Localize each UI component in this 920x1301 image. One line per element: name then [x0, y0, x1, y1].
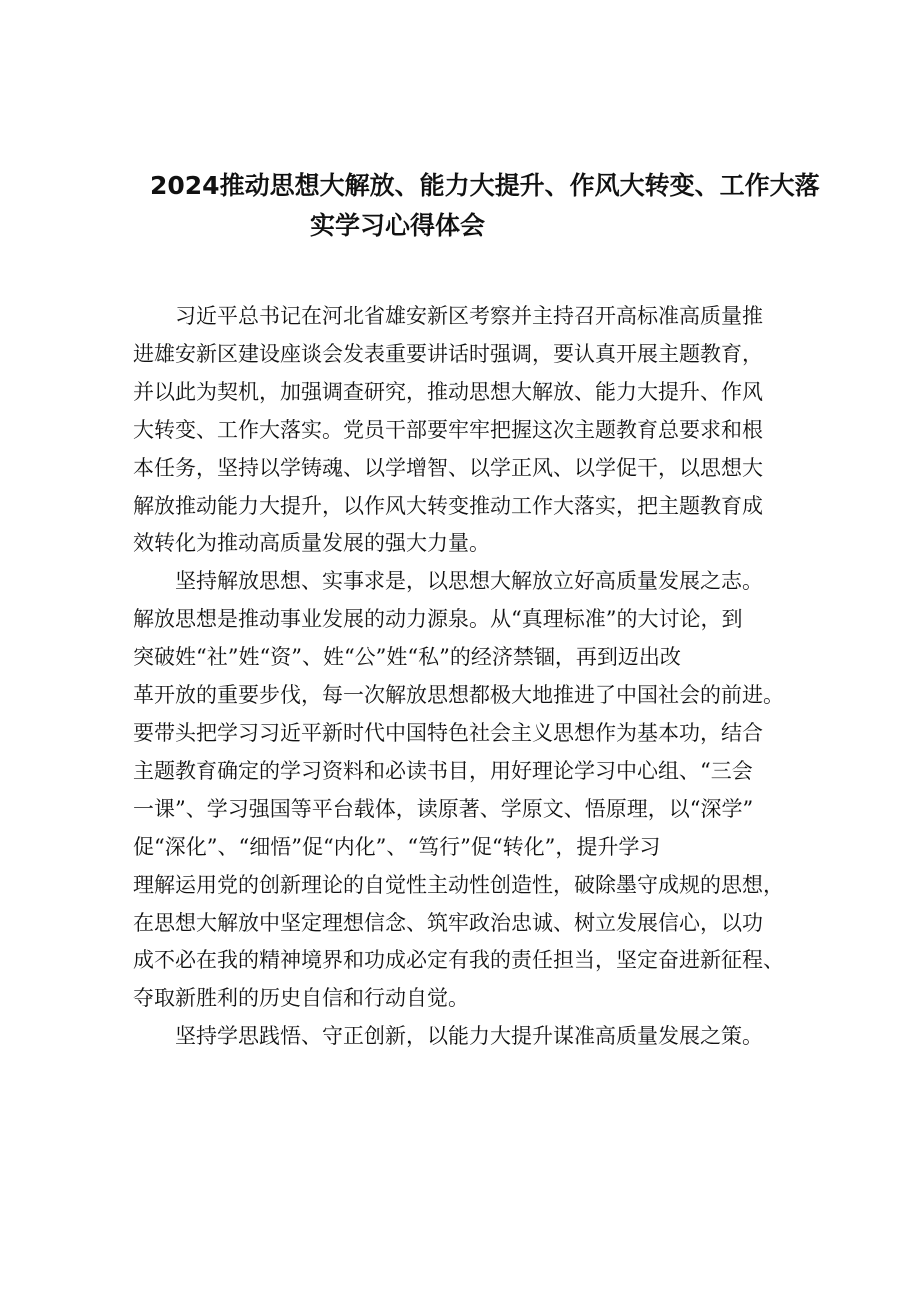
text-line: 本任务，坚持以学铸魂、以学增智、以学正风、以学促干，以思想大: [133, 455, 763, 480]
text-line: 坚持学思践悟、守正创新，以能力大提升谋准高质量发展之策。: [133, 1024, 763, 1049]
text-line: 理解运用党的创新理论的自觉性主动性创造性，破除墨守成规的思想，: [133, 872, 784, 897]
text-line: 要带头把学习习近平新时代中国特色社会主义思想作为基本功，结合: [133, 720, 763, 745]
paragraph-3: [133, 1018, 793, 1056]
text-line: 坚持解放思想、实事求是，以思想大解放立好高质量发展之志。: [133, 569, 763, 594]
text-line: 效转化为推动高质量发展的强大力量。: [133, 531, 490, 556]
text-line: 并以此为契机，加强调查研究，推动思想大解放、能力大提升、作风: [133, 379, 763, 404]
text-line: 解放思想是推动事业发展的动力源泉。从“真理标准”的大讨论，到: [133, 607, 743, 632]
text-line: 一课”、学习强国等平台载体，读原著、学原文、悟原理，以“深学”: [133, 796, 754, 821]
text-line: 大转变、工作大落实。党员干部要牢牢把握这次主题教育总要求和根: [133, 417, 763, 442]
text-line: 突破姓“社”姓“资”、姓“公”姓“私”的经济禁锢，再到迈出改: [133, 645, 681, 670]
document-body: [133, 298, 793, 1056]
text-line: 在思想大解放中坚定理想信念、筑牢政治忠诚、树立发展信心，以功: [133, 910, 763, 935]
text-line: 习近平总书记在河北省雄安新区考察并主持召开高标准高质量推: [133, 304, 763, 328]
title-line: 2024推动思想大解放、能力大提升、作风大转变、工作大落: [150, 171, 820, 200]
document-title: [150, 166, 820, 246]
text-line: 促“深化”、“细悟”促“内化”、“笃行”促“转化”，提升学习: [133, 834, 661, 859]
text-line: 主题教育确定的学习资料和必读书目，用好理论学习中心组、“三会: [133, 758, 753, 783]
title-line: 实学习心得体会: [310, 211, 486, 240]
text-line: 进雄安新区建设座谈会发表重要讲话时强调，要认真开展主题教育，: [133, 341, 763, 366]
text-line: 夺取新胜利的历史自信和行动自觉。: [133, 986, 469, 1011]
text-line: 解放推动能力大提升，以作风大转变推动工作大落实，把主题教育成: [133, 493, 763, 518]
text-line: 成不必在我的精神境界和功成必定有我的责任担当，坚定奋进新征程、: [133, 948, 784, 973]
text-line: 革开放的重要步伐，每一次解放思想都极大地推进了中国社会的前进。: [133, 683, 784, 708]
paragraph-2: [133, 563, 793, 1018]
paragraph-1: [133, 298, 793, 563]
